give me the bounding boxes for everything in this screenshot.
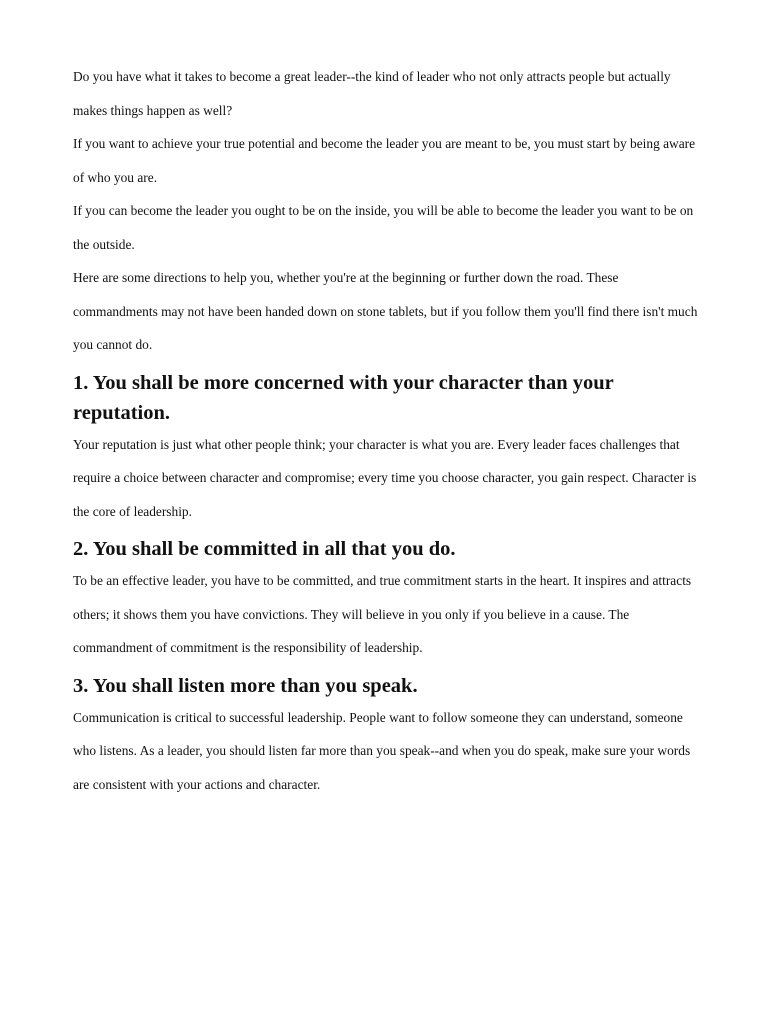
section-heading-listening: 3. You shall listen more than you speak. — [73, 674, 418, 697]
section-body-listening: Communication is critical to successful leadership. People want to follow someone they can understand, someone who listens. As a leader, you should listen far more than you speak--and when you do speak, make sure your words are consistent with your actions and character. — [73, 709, 691, 792]
document-page — [73, 60, 703, 801]
section-commitment — [73, 534, 703, 665]
section-heading-commitment: 2. You shall be committed in all that you do. — [73, 538, 456, 560]
section-character — [73, 368, 703, 529]
intro-paragraph-2: If you want to achieve your true potential and become the leader you are meant to be, you must start by being aware of who you are. — [73, 136, 696, 185]
intro-paragraph-1: Do you have what it takes to become a great leader--the kind of leader who not only attracts people but actually makes things happen as well? — [73, 69, 671, 118]
section-heading-character: 1. You shall be more concerned with your character than your reputation. — [73, 371, 614, 424]
intro-paragraph-4: Here are some directions to help you, whether you're at the beginning or further down the road. These commandments may not have been handed down on stone tablets, but if you follow them you'll find there isn't much you cannot do. — [73, 270, 698, 352]
section-body-commitment: To be an effective leader, you have to be committed, and true commitment starts in the heart. It inspires and attracts others; it shows them you have convictions. They will believe in you only if you believe in a cause. The commandment of commitment is the responsibility of leadership. — [73, 573, 692, 655]
section-listening — [73, 671, 703, 802]
section-body-character: Your reputation is just what other people think; your character is what you are. Every leader faces challenges that require a choice between character and compromise; every time you choose character, you gain respect. Character is the core of leadership. — [73, 436, 697, 519]
intro-paragraph-3: If you can become the leader you ought to be on the inside, you will be able to become the leader you want to be on the outside. — [73, 203, 694, 252]
